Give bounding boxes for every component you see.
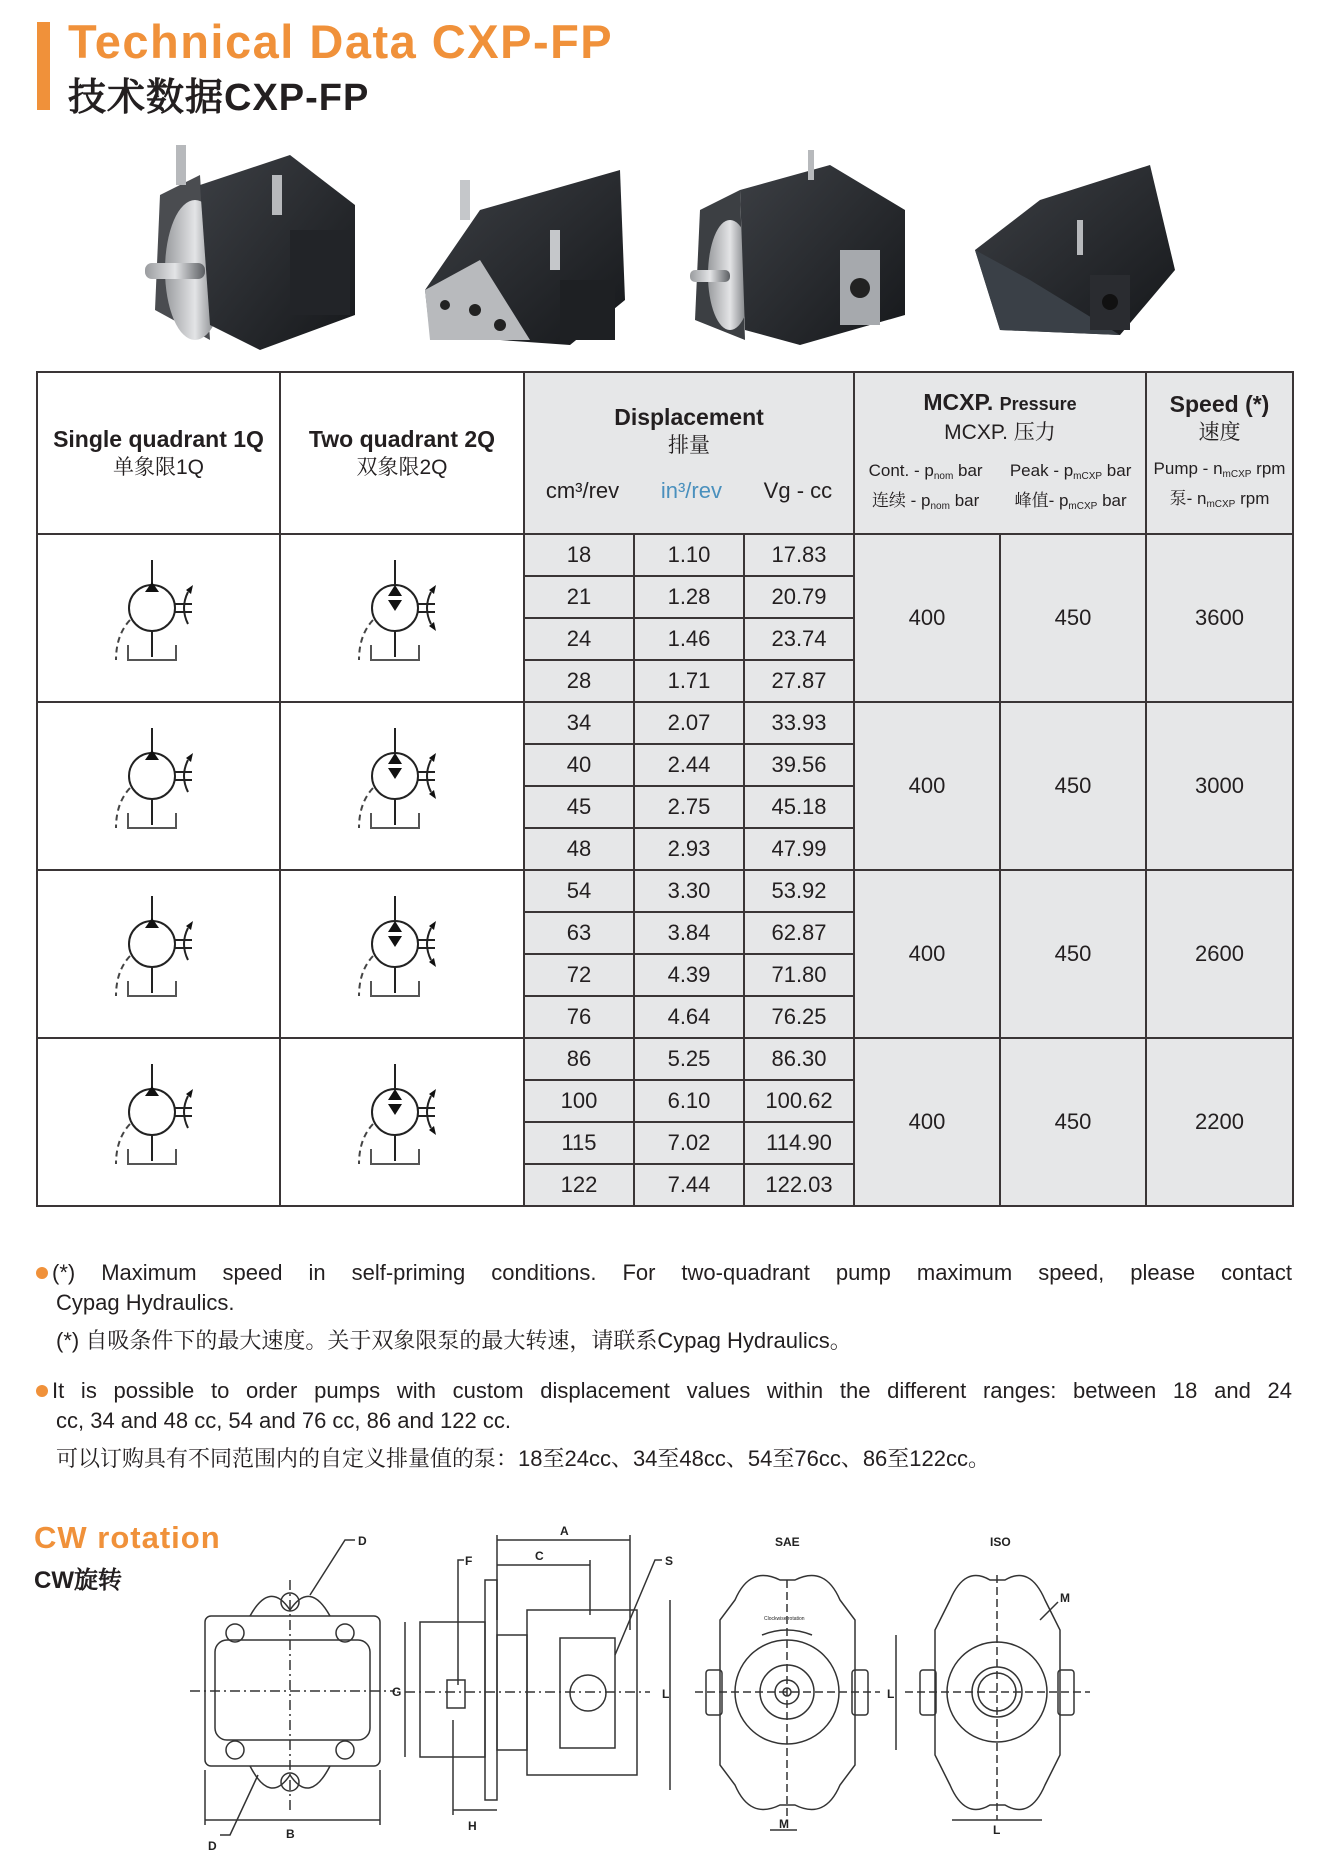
pump-image-3 (690, 150, 915, 350)
table-row: 86 5.25 86.30 400 450 2200 (37, 1038, 1293, 1080)
unit-vg: Vg - cc (763, 478, 833, 503)
header-single-quadrant: Single quadrant 1Q 单象限1Q (37, 372, 280, 534)
table-row: 18 1.10 17.83 400 450 3600 (37, 534, 1293, 576)
pump-image-1 (140, 145, 370, 355)
table-row: 63 3.84 62.87 (37, 912, 1293, 954)
table-row: 24 1.46 23.74 (37, 618, 1293, 660)
table-row: 21 1.28 20.79 (37, 576, 1293, 618)
svg-text:B: B (286, 1827, 295, 1841)
svg-text:A: A (560, 1524, 569, 1538)
cont-pressure: 400 (854, 534, 1000, 702)
note-max-speed: (*) Maximum speed in self-priming conditions. For two-quadrant pump maximum speed, please contact Cypag Hydraulics. (*) 自吸条件下的最大速度。关于双象限泵的最大转速，请联系Cypag Hydraulics。 (36, 1258, 1292, 1356)
peak-pressure: 450 (1000, 702, 1146, 870)
table-row: 40 2.44 39.56 (37, 744, 1293, 786)
side-view-drawing (405, 1535, 670, 1815)
symbol-2q (280, 1038, 524, 1206)
symbol-1q (37, 1038, 280, 1206)
svg-text:D: D (208, 1839, 217, 1853)
symbol-1q (37, 870, 280, 1038)
iso-view-drawing (896, 1575, 1090, 1820)
cont-pressure: 400 (854, 870, 1000, 1038)
sae-view-drawing (695, 1576, 880, 1831)
svg-text:M: M (779, 1817, 789, 1831)
peak-pressure: 450 (1000, 870, 1146, 1038)
header-displacement: Displacement 排量 cm³/rev in³/rev Vg - cc (524, 372, 854, 534)
table-header-row (37, 372, 1293, 534)
svg-text:L: L (662, 1687, 670, 1701)
max-speed: 2200 (1146, 1038, 1293, 1206)
max-speed: 2600 (1146, 870, 1293, 1038)
max-speed: 3600 (1146, 534, 1293, 702)
single-quadrant-symbol-icon (114, 728, 204, 838)
page-title: Technical Data CXP-FP (68, 15, 614, 68)
single-quadrant-symbol-icon (114, 560, 204, 670)
table-row: 54 3.30 53.92 400 450 2600 (37, 870, 1293, 912)
svg-text:F: F (465, 1554, 473, 1568)
symbol-1q (37, 534, 280, 702)
header-peak: Peak - $p_{mCXP}$ bar 峰值- $p_{mCXP}$ bar (1009, 461, 1132, 512)
svg-text:D: D (358, 1534, 367, 1548)
svg-text:L: L (993, 1823, 1001, 1837)
table-row: 48 2.93 47.99 (37, 828, 1293, 870)
table-row: 100 6.10 100.62 (37, 1080, 1293, 1122)
header-pressure: MCXP. Pressure MCXP. 压力 Cont. - $p_{nom}$ bar 连续 - $p_{nom}$ bar Peak - $p_{mCXP}$ bar 峰值- $p_{mCXP}$ bar (854, 372, 1146, 534)
svg-text:H: H (468, 1819, 477, 1833)
unit-cm3: cm³/rev (545, 478, 620, 503)
bullet-icon (36, 1267, 48, 1279)
svg-text:M: M (1060, 1591, 1070, 1605)
two-quadrant-symbol-icon (357, 1064, 447, 1174)
symbol-1q (37, 702, 280, 870)
table-row: 45 2.75 45.18 (37, 786, 1293, 828)
svg-text:L: L (887, 1687, 895, 1701)
peak-pressure: 450 (1000, 1038, 1146, 1206)
single-quadrant-symbol-icon (114, 896, 204, 1006)
svg-text:C: C (535, 1549, 544, 1563)
table-row: 72 4.39 71.80 (37, 954, 1293, 996)
single-quadrant-symbol-icon (114, 1064, 204, 1174)
two-quadrant-symbol-icon (357, 560, 447, 670)
section-title-cw-rotation: CW rotation (34, 1520, 221, 1555)
svg-text:S: S (665, 1554, 674, 1568)
svg-text:G: G (392, 1685, 402, 1699)
header-cont: Cont. - $p_{nom}$ bar 连续 - $p_{nom}$ bar (868, 461, 983, 512)
symbol-2q (280, 702, 524, 870)
two-quadrant-symbol-icon (357, 896, 447, 1006)
unit-in3: in³/rev (660, 478, 722, 503)
cont-pressure: 400 (854, 1038, 1000, 1206)
svg-text:SAE: SAE (775, 1535, 800, 1549)
table-row: 115 7.02 114.90 (37, 1122, 1293, 1164)
spec-table (36, 371, 1294, 1207)
bullet-icon (36, 1385, 48, 1397)
page-title-zh: 技术数据CXP-FP (68, 77, 370, 119)
accent-bar (37, 22, 50, 110)
symbol-2q (280, 534, 524, 702)
section-title-cw-rotation-zh: CW旋转 (34, 1567, 122, 1594)
header-two-quadrant: Two quadrant 2Q 双象限2Q (280, 372, 524, 534)
cont-pressure: 400 (854, 702, 1000, 870)
dimension-drawings (190, 1520, 1330, 1855)
max-speed: 3000 (1146, 702, 1293, 870)
header-speed: Speed (*) 速度 Pump - $n_{mCXP}$ rpm 泵- $n_{mCXP}$ rpm (1146, 372, 1293, 534)
table-row: 122 7.44 122.03 (37, 1164, 1293, 1206)
two-quadrant-symbol-icon (357, 728, 447, 838)
front-view-drawing (190, 1540, 395, 1835)
pump-image-2 (420, 150, 635, 350)
peak-pressure: 450 (1000, 534, 1146, 702)
symbol-2q (280, 870, 524, 1038)
table-row: 34 2.07 33.93 400 450 3000 (37, 702, 1293, 744)
note-custom-displacement: It is possible to order pumps with custom displacement values within the different ranges: between 18 and 24 cc, 34 and 48 cc, 54 and 76 cc, 86 and 122 cc. 可以订购具有不同范围内的自定义排量值的泵：18至24cc、34至48cc、54至76cc、86至122cc。 (36, 1376, 1292, 1474)
svg-text:ISO: ISO (990, 1535, 1011, 1549)
table-row: 28 1.71 27.87 (37, 660, 1293, 702)
svg-text:Clockwise rotation: Clockwise rotation (764, 1616, 805, 1622)
table-row: 76 4.64 76.25 (37, 996, 1293, 1038)
pump-image-4 (970, 160, 1180, 345)
